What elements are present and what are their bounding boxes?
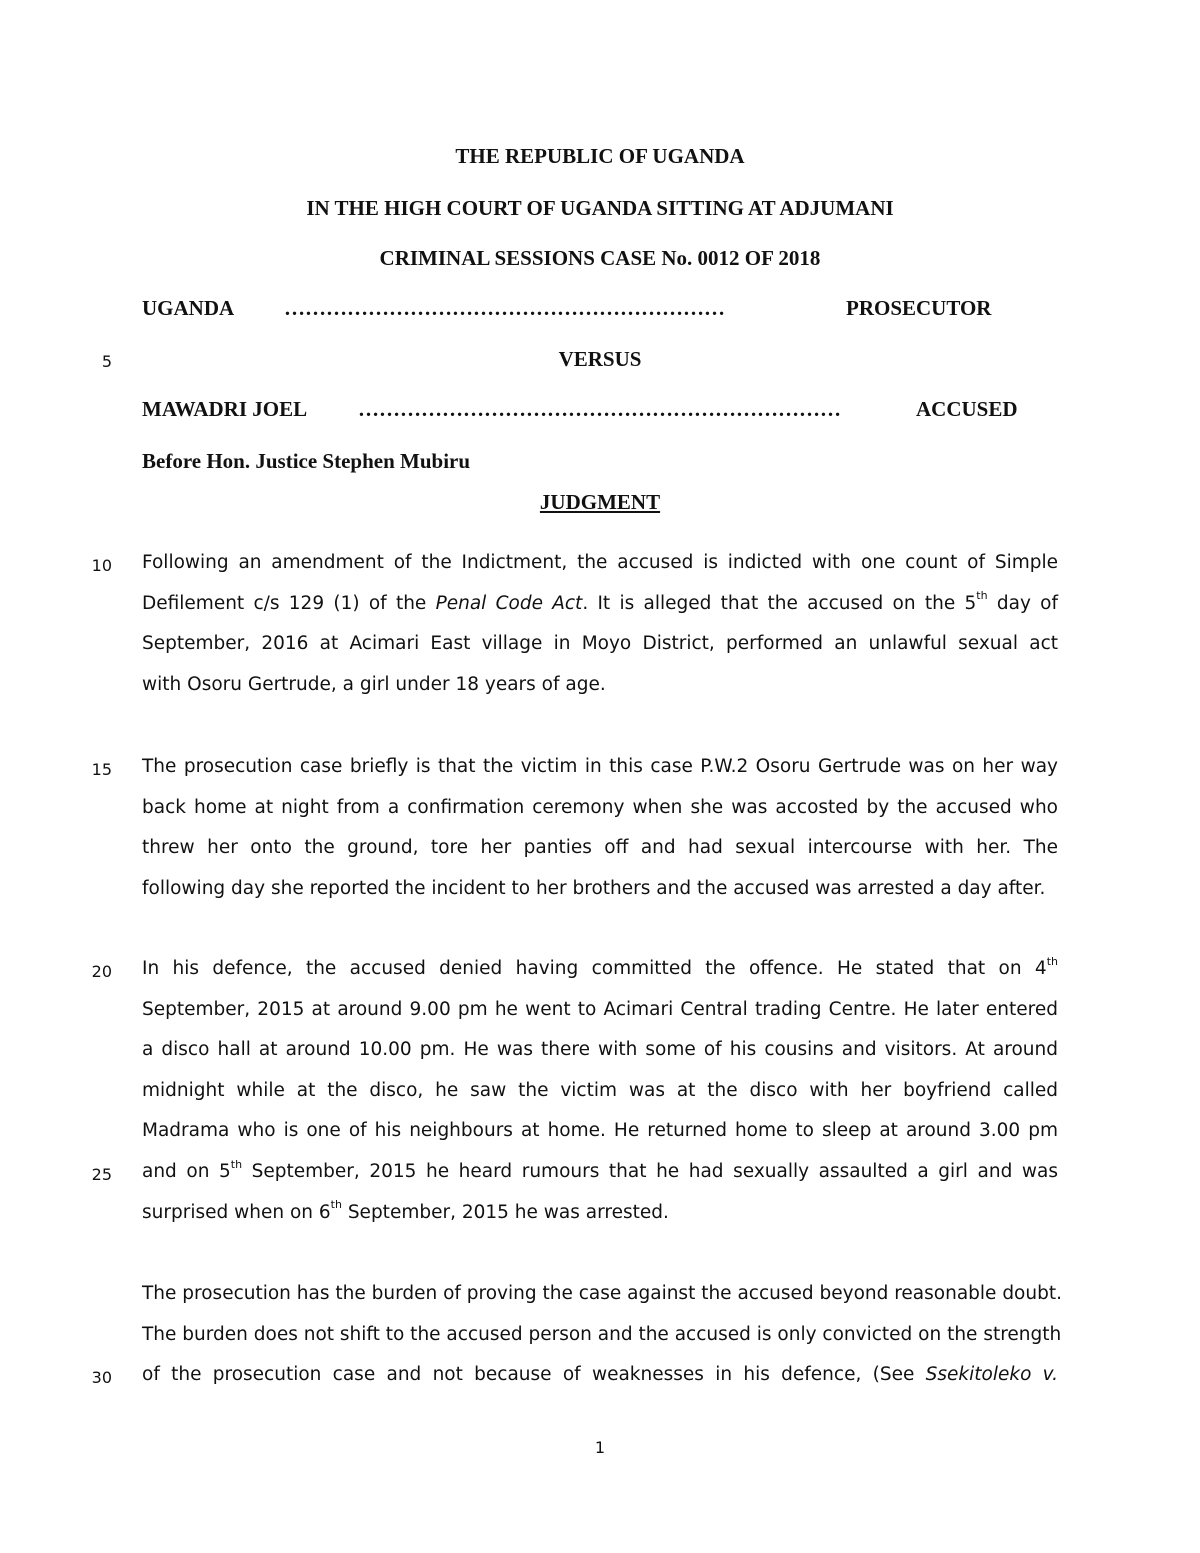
line-number-10: 10 — [91, 556, 112, 575]
case-citation: Ssekitoleko v. — [925, 1364, 1058, 1386]
paragraph-line: midnight while at the disco, he saw the victim was at the disco with her boyfriend called — [142, 1079, 1058, 1101]
paragraph-3 — [142, 949, 1058, 1233]
paragraph-line: Following an amendment of the Indictment, the accused is indicted with one count of Simple — [142, 552, 1058, 573]
statute-name: Penal Code Act — [435, 592, 583, 614]
paragraph-line: following day she reported the incident to her brothers and the accused was arrested a day after. — [142, 877, 1046, 899]
versus-label: VERSUS — [558, 347, 642, 371]
judge-line: Before Hon. Justice Stephen Mubiru — [142, 449, 471, 473]
paragraph-line: of the prosecution case and not because of weaknesses in his defence, (See Ssekitoleko v. — [142, 1364, 1058, 1386]
page-number: 1 — [594, 1438, 606, 1457]
paragraph-line: The prosecution has the burden of proving the case against the accused beyond reasonable doubt. — [142, 1283, 1062, 1304]
accused-role: ACCUSED — [916, 397, 1018, 421]
paragraph-2 — [142, 747, 1058, 909]
paragraph-line: September, 2015 at around 9.00 pm he went to Acimari Central trading Centre. He later entered — [142, 998, 1058, 1020]
paragraph-line: threw her onto the ground, tore her panties off and had sexual intercourse with her. The — [142, 837, 1058, 859]
paragraph-line: back home at night from a confirmation ceremony when she was accosted by the accused who — [142, 796, 1058, 818]
paragraph-line: The burden does not shift to the accused person and the accused is only convicted on the strength — [142, 1323, 1062, 1345]
line-number-25: 25 — [91, 1165, 112, 1184]
court-name: IN THE HIGH COURT OF UGANDA SITTING AT ADJUMANI — [306, 196, 894, 220]
paragraph-line: September, 2016 at Acimari East village in Moyo District, performed an unlawful sexual act — [142, 633, 1058, 655]
prosecution-role: PROSECUTOR — [846, 296, 992, 320]
accused-name: MAWADRI JOEL — [142, 397, 308, 421]
paragraph-line: The prosecution case briefly is that the victim in this case P.W.2 Osoru Gertrude was on her way — [142, 756, 1058, 777]
document-title: THE REPUBLIC OF UGANDA — [455, 144, 745, 168]
line-number-20: 20 — [91, 962, 112, 981]
case-number: CRIMINAL SESSIONS CASE No. 0012 OF 2018 — [379, 246, 821, 270]
line-number-5: 5 — [101, 352, 112, 371]
paragraph-1 — [142, 543, 1058, 705]
prosecution-dots: ……………………………………………………… — [284, 296, 725, 320]
line-number-30: 30 — [91, 1368, 112, 1387]
paragraph-line: In his defence, the accused denied having committed the offence. He stated that on 4th — [142, 954, 1058, 979]
paragraph-line: and on 5th September, 2015 he heard rumours that he had sexually assaulted a girl and was — [142, 1157, 1058, 1182]
paragraph-line: Madrama who is one of his neighbours at home. He returned home to sleep at around 3.00 pm — [142, 1120, 1058, 1142]
accused-dots: …………………………………………………………… — [358, 397, 841, 421]
paragraph-4 — [142, 1274, 1062, 1396]
paragraph-line: with Osoru Gertrude, a girl under 18 years of age. — [142, 673, 606, 695]
paragraph-line: a disco hall at around 10.00 pm. He was there with some of his cousins and visitors. At around — [142, 1039, 1058, 1061]
paragraph-line: Defilement c/s 129 (1) of the Penal Code Act. It is alleged that the accused on the 5th day of — [142, 589, 1059, 614]
line-number-15: 15 — [91, 760, 112, 779]
prosecution-name: UGANDA — [142, 296, 235, 320]
judgment-heading: JUDGMENT — [539, 490, 661, 514]
paragraph-line: surprised when on 6th September, 2015 he was arrested. — [142, 1198, 669, 1223]
